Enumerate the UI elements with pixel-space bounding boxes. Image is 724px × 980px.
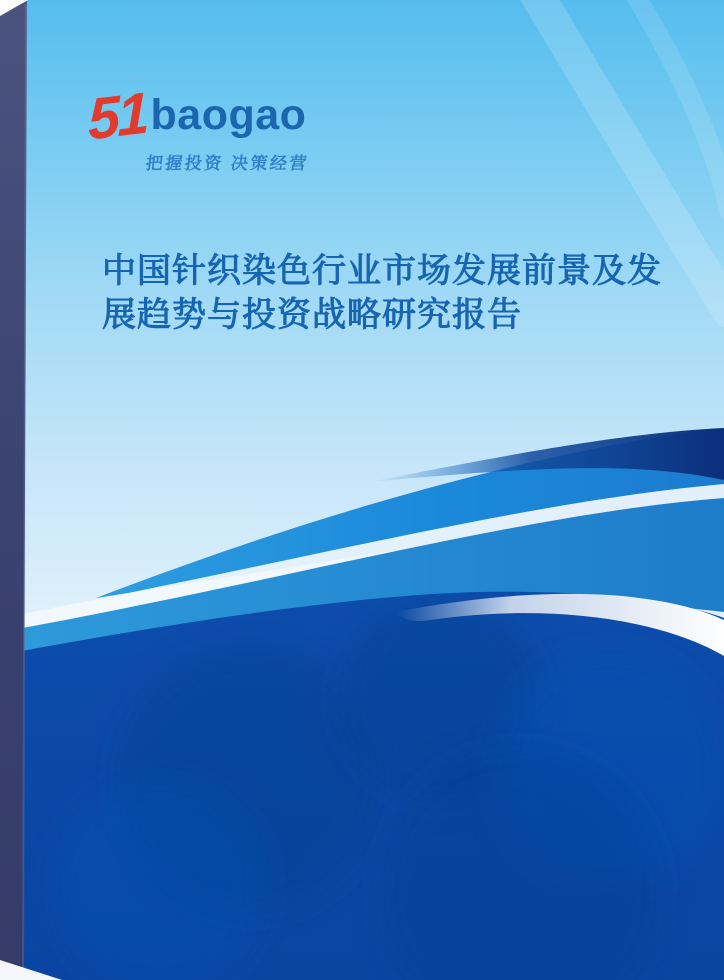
logo-tagline: 把握投资 决策经营 <box>144 154 311 173</box>
report-title: 中国针织染色行业市场发展前景及发展趋势与投资战略研究报告 <box>102 252 662 334</box>
logo-row <box>87 80 309 153</box>
logo-wordmark: baogao <box>150 91 307 139</box>
logo-51-mark: 51 <box>87 80 147 153</box>
brand-logo <box>87 80 311 174</box>
